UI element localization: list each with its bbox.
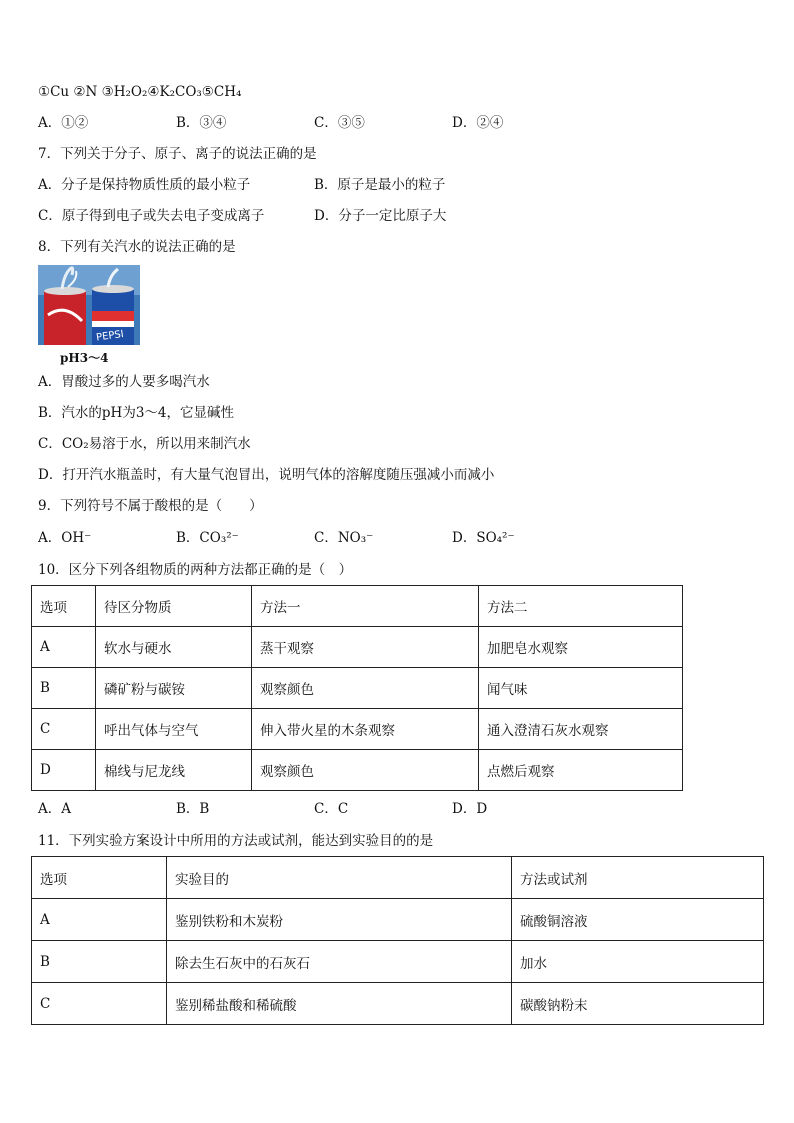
table-cell: 闻气味 bbox=[479, 668, 683, 709]
table-row bbox=[32, 899, 764, 941]
q9-stem: 9．下列符号不属于酸根的是（ ） bbox=[38, 498, 263, 514]
table-cell: C bbox=[32, 983, 167, 1025]
table-cell: 鉴别铁粉和木炭粉 bbox=[167, 899, 512, 941]
table-header-cell: 方法一 bbox=[252, 586, 479, 627]
table-cell: 点燃后观察 bbox=[479, 750, 683, 791]
table-cell: A bbox=[32, 627, 96, 668]
q8-stem: 8．下列有关汽水的说法正确的是 bbox=[38, 239, 236, 255]
table-cell: 呼出气体与空气 bbox=[96, 709, 252, 750]
soda-cans-image bbox=[38, 265, 140, 345]
q9-option-b: B．CO₃²⁻ bbox=[176, 530, 239, 546]
q9-option-d: D．SO₄²⁻ bbox=[452, 530, 515, 546]
q8-option-d: D．打开汽水瓶盖时，有大量气泡冒出，说明气体的溶解度随压强减小而减小 bbox=[38, 467, 495, 483]
table-header-row bbox=[32, 857, 764, 899]
table-cell: 软水与硬水 bbox=[96, 627, 252, 668]
q6-items: ①Cu ②N ③H₂O₂④K₂CO₃⑤CH₄ bbox=[38, 84, 242, 100]
table-header-cell: 方法或试剂 bbox=[512, 857, 764, 899]
q7-option-b: B．原子是最小的粒子 bbox=[314, 177, 446, 193]
q11-table bbox=[31, 856, 764, 1025]
q6-option-a: A．①② bbox=[38, 115, 89, 131]
table-header-cell: 实验目的 bbox=[167, 857, 512, 899]
q6-option-b: B．③④ bbox=[176, 115, 227, 131]
table-row bbox=[32, 983, 764, 1025]
q7-stem: 7．下列关于分子、原子、离子的说法正确的是 bbox=[38, 146, 317, 162]
table-header-cell: 选项 bbox=[32, 857, 167, 899]
q10-table bbox=[31, 585, 683, 791]
q7-option-d: D．分子一定比原子大 bbox=[314, 208, 447, 224]
table-cell: C bbox=[32, 709, 96, 750]
table-cell: 棉线与尼龙线 bbox=[96, 750, 252, 791]
table-cell: 硫酸铜溶液 bbox=[512, 899, 764, 941]
q10-option-c: C．C bbox=[314, 801, 349, 817]
table-row bbox=[32, 668, 683, 709]
table-cell: B bbox=[32, 668, 96, 709]
table-cell: B bbox=[32, 941, 167, 983]
q9-option-c: C．NO₃⁻ bbox=[314, 530, 374, 546]
table-row bbox=[32, 941, 764, 983]
table-cell: 观察颜色 bbox=[252, 750, 479, 791]
table-row bbox=[32, 709, 683, 750]
table-cell: 观察颜色 bbox=[252, 668, 479, 709]
table-row bbox=[32, 627, 683, 668]
table-header-cell: 选项 bbox=[32, 586, 96, 627]
table-cell: 除去生石灰中的石灰石 bbox=[167, 941, 512, 983]
table-header-cell: 方法二 bbox=[479, 586, 683, 627]
q6-option-c: C．③⑤ bbox=[314, 115, 365, 131]
table-cell: 磷矿粉与碳铵 bbox=[96, 668, 252, 709]
table-header-cell: 待区分物质 bbox=[96, 586, 252, 627]
q10-option-d: D．D bbox=[452, 801, 488, 817]
table-cell: A bbox=[32, 899, 167, 941]
table-cell: 加肥皂水观察 bbox=[479, 627, 683, 668]
table-cell: 碳酸钠粉末 bbox=[512, 983, 764, 1025]
table-cell: D bbox=[32, 750, 96, 791]
table-cell: 鉴别稀盐酸和稀硫酸 bbox=[167, 983, 512, 1025]
table-cell: 伸入带火星的木条观察 bbox=[252, 709, 479, 750]
q6-option-d: D．②④ bbox=[452, 115, 504, 131]
table-cell: 通入澄清石灰水观察 bbox=[479, 709, 683, 750]
q11-stem: 11．下列实验方案设计中所用的方法或试剂，能达到实验目的的是 bbox=[38, 833, 434, 849]
q7-option-a: A．分子是保持物质性质的最小粒子 bbox=[38, 177, 251, 193]
svg-text:PEPSI: PEPSI bbox=[95, 328, 125, 344]
q8-image-caption: pH3～4 bbox=[60, 351, 109, 365]
q10-stem: 10．区分下列各组物质的两种方法都正确的是（ ） bbox=[38, 562, 353, 578]
table-row bbox=[32, 750, 683, 791]
table-header-row bbox=[32, 586, 683, 627]
q10-option-a: A．A bbox=[38, 801, 71, 817]
q9-option-a: A．OH⁻ bbox=[38, 530, 92, 546]
table-cell: 加水 bbox=[512, 941, 764, 983]
q7-option-c: C．原子得到电子或失去电子变成离子 bbox=[38, 208, 265, 224]
q8-option-c: C．CO₂易溶于水，所以用来制汽水 bbox=[38, 436, 251, 452]
q8-option-b: B．汽水的pH为3～4，它显碱性 bbox=[38, 405, 235, 421]
table-cell: 蒸干观察 bbox=[252, 627, 479, 668]
q8-option-a: A．胃酸过多的人要多喝汽水 bbox=[38, 374, 210, 390]
q10-option-b: B．B bbox=[176, 801, 210, 817]
